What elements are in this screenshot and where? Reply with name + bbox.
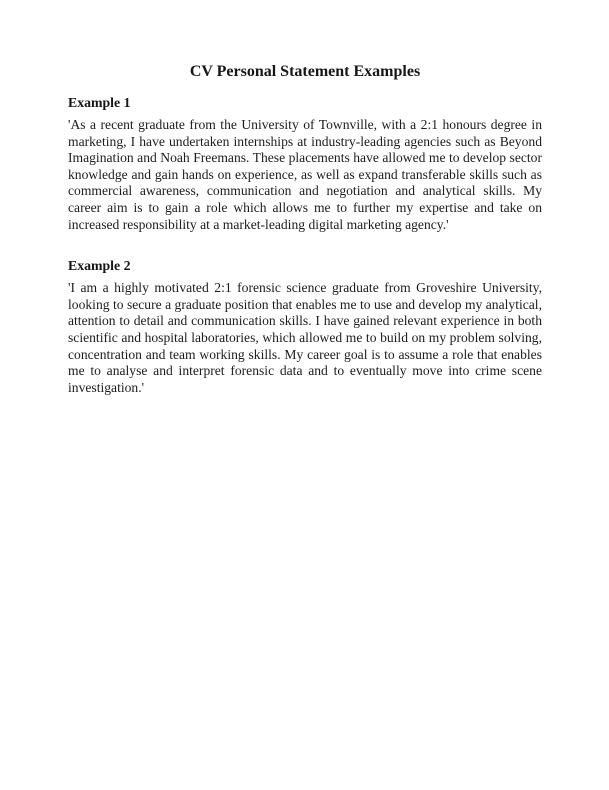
example-2-heading: Example 2 xyxy=(68,258,131,274)
example-1-paragraph: 'As a recent graduate from the University of Townville, with a 2:1 honours degree in marketing, I have undertaken internships at industry-leading agencies such as Beyond Imagination and Noah Freemans. These placements have allowed me to develop sector knowledge and gain hands on experience, as well as expand transferable skills such as commercial awareness, communication and negotiation and analytical skills. My career aim is to gain a role which allows me to further my expertise and take on increased responsibility at a market-leading digital marketing agency.' xyxy=(68,117,542,232)
document-content xyxy=(68,62,542,420)
example-2-section xyxy=(68,257,542,396)
page-title: CV Personal Statement Examples xyxy=(189,63,421,80)
example-2-paragraph: 'I am a highly motivated 2:1 forensic science graduate from Groveshire University, looking to secure a graduate position that enables me to use and develop my analytical, attention to detail and communication skills. I have gained relevant experience in both scientific and hospital laboratories, which allowed me to build on my problem solving, concentration and team working skills. My career goal is to assume a role that enables me to analyse and interpret forensic data and to eventually move into crime scene investigation.' xyxy=(68,280,542,395)
example-1-heading: Example 1 xyxy=(68,95,131,110)
example-1-section xyxy=(68,94,542,233)
